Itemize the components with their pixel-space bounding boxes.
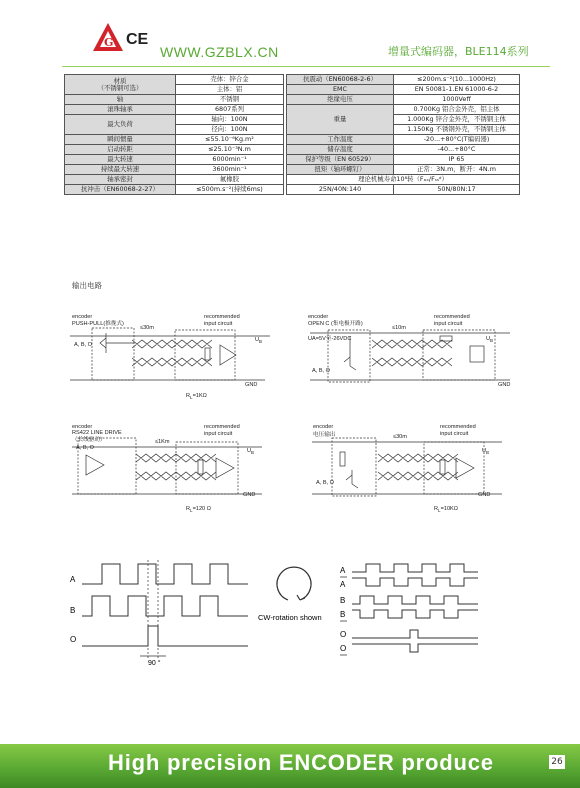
wave-label-a-inv: A bbox=[340, 580, 346, 589]
circuit-subtitle: OPEN C (集电极开路) bbox=[308, 321, 363, 327]
gnd-label: GND bbox=[245, 382, 258, 388]
cable-length: ≤10m bbox=[392, 325, 406, 331]
ub-label: $U_B$ bbox=[255, 337, 263, 344]
spec-key: 瞬间惯量 bbox=[65, 135, 176, 145]
wave-a-inv-right bbox=[352, 578, 478, 586]
spec-key: 扭矩（轴环螺钉） bbox=[287, 165, 394, 175]
rec-label-2: input circuit bbox=[204, 321, 233, 327]
spec-value: 径向：100N bbox=[176, 125, 284, 135]
header-divider bbox=[62, 66, 550, 67]
output-circuit-diagrams bbox=[0, 300, 580, 520]
ua-label: UA=5V至-26VDC bbox=[308, 336, 352, 342]
rl-label: $R_L=1K\Omega$ bbox=[186, 393, 207, 400]
circuit-title: encoder bbox=[313, 424, 334, 430]
spec-value: ≤25.10⁻³N.m bbox=[176, 145, 284, 155]
spec-value: 0.700Kg 铝合金外壳，铝主体 bbox=[394, 105, 520, 115]
rec-label: recommended bbox=[204, 314, 240, 320]
rec-label: recommended bbox=[434, 314, 470, 320]
spec-value: 壳体：锌合金 bbox=[176, 75, 284, 85]
wave-label-b: B bbox=[70, 606, 76, 615]
spec-key: 启动转距 bbox=[65, 145, 176, 155]
circuit-subtitle: RS422 LINE DRIVE bbox=[72, 430, 122, 436]
spec-value: -40...+80°C bbox=[394, 145, 520, 155]
channel-label: A, B, O bbox=[312, 368, 331, 374]
page-number: 26 bbox=[549, 755, 565, 769]
cable-length: ≤30m bbox=[140, 325, 154, 331]
cable-length: ≤1Km bbox=[155, 439, 170, 445]
spec-key: 储存温度 bbox=[287, 145, 394, 155]
spec-key: 绝缘电压 bbox=[287, 95, 394, 105]
channel-label: A, B, O bbox=[76, 445, 95, 451]
spec-key: 抗震动（EN60068-2-6） bbox=[287, 75, 394, 85]
spec-key: 滚珠轴承 bbox=[65, 105, 176, 115]
spec-value: 理论机械寿命10⁸转（Fₐₓ/Fᵣₐᵈ） bbox=[287, 175, 520, 185]
spec-value: 不锈钢 bbox=[176, 95, 284, 105]
spec-key: 轴 bbox=[65, 95, 176, 105]
rec-label-2: input circuit bbox=[434, 321, 463, 327]
wave-label-o: O bbox=[70, 635, 77, 644]
spec-value: ≤500m.s⁻²(持续6ms) bbox=[176, 185, 284, 195]
spec-table-left bbox=[64, 74, 284, 195]
spec-value: IP 65 bbox=[394, 155, 520, 165]
spec-value: 50N/80N:17 bbox=[394, 185, 520, 195]
circuit-title: encoder bbox=[72, 314, 93, 320]
spec-value: 主体：铝 bbox=[176, 85, 284, 95]
footer-slogan: High precision ENCODER produce bbox=[108, 750, 494, 775]
circuit-subtitle: PUSH-PULL(推挽式) bbox=[72, 321, 124, 327]
rotation-arrow-icon bbox=[277, 567, 311, 600]
circuit-rs422 bbox=[72, 424, 262, 513]
spec-value: 正常：3N.m，断开：4N.m bbox=[394, 165, 520, 175]
circuit-open-collector bbox=[308, 314, 510, 388]
spec-value: 6000min⁻¹ bbox=[176, 155, 284, 165]
spec-key: 最大负荷 bbox=[65, 115, 176, 135]
circuit-title: encoder bbox=[72, 424, 93, 430]
phase-label: 90 ° bbox=[148, 660, 161, 667]
wave-b-right bbox=[352, 596, 478, 604]
rec-label: recommended bbox=[204, 424, 240, 430]
section-title: 输出电路 bbox=[72, 281, 102, 290]
wave-label-b-inv: B bbox=[340, 610, 346, 619]
svg-text:G: G bbox=[104, 36, 114, 49]
wave-o-right bbox=[352, 630, 478, 638]
ub-label: $U_B$ bbox=[247, 448, 255, 455]
wave-label-o-inv: O bbox=[340, 644, 347, 653]
gnd-label: GND bbox=[498, 382, 511, 388]
spec-key: 工作温度 bbox=[287, 135, 394, 145]
spec-key: 最大转速 bbox=[65, 155, 176, 165]
spec-key: 材质 （不锈钢可选） bbox=[65, 75, 176, 95]
gnd-label: GND bbox=[243, 492, 256, 498]
spec-value: 氟橡胶 bbox=[176, 175, 284, 185]
circuit-subtitle-2: （长线驱动） bbox=[72, 437, 106, 443]
channel-label: A, B, O bbox=[316, 480, 335, 486]
spec-key: 重量 bbox=[287, 105, 394, 135]
spec-key: EMC bbox=[287, 85, 394, 95]
ub-label: $U_B$ bbox=[486, 336, 494, 343]
spec-value: -20...+80°C(T编码器) bbox=[394, 135, 520, 145]
cable-length: ≤30m bbox=[393, 434, 407, 440]
spec-value: 轴向：100N bbox=[176, 115, 284, 125]
wave-b bbox=[82, 596, 248, 616]
wave-a-right bbox=[352, 564, 478, 572]
wave-label-a: A bbox=[70, 575, 76, 584]
spec-value: ≤200m.s⁻²(10...1000Hz) bbox=[394, 75, 520, 85]
spec-value: 1.000Kg 锌合金外壳，不锈钢主体 bbox=[394, 115, 520, 125]
spec-key: 轴承密封 bbox=[65, 175, 176, 185]
spec-value: 6807系列 bbox=[176, 105, 284, 115]
website-url[interactable]: WWW.GZBLX.CN bbox=[160, 44, 279, 60]
rotation-label: CW-rotation shown bbox=[258, 613, 322, 622]
output-waveforms bbox=[0, 550, 580, 670]
company-logo bbox=[92, 22, 124, 52]
spec-key: 持续最大转速 bbox=[65, 165, 176, 175]
wave-label-b: B bbox=[340, 596, 346, 605]
ub-label: $U_B$ bbox=[482, 448, 490, 455]
wave-o bbox=[82, 626, 248, 646]
rec-label-2: input circuit bbox=[440, 431, 469, 437]
spec-table-right bbox=[286, 74, 520, 195]
spec-value: 25N/40N:140 bbox=[287, 185, 394, 195]
circuit-subtitle: 电压输出 bbox=[313, 432, 336, 438]
model-title: 增量式编码器，BLE114系列 bbox=[388, 45, 529, 58]
wave-label-a: A bbox=[340, 566, 346, 575]
spec-value: 1000Veff bbox=[394, 95, 520, 105]
spec-value: EN 50081-1.EN 61000-6-2 bbox=[394, 85, 520, 95]
circuit-push-pull bbox=[70, 314, 270, 400]
rec-label-2: input circuit bbox=[204, 431, 233, 437]
wave-b-inv-right bbox=[352, 610, 478, 618]
gnd-label: GND bbox=[478, 492, 491, 498]
spec-value: 3600min⁻¹ bbox=[176, 165, 284, 175]
spec-key: 抗冲击（EN60068-2-27） bbox=[65, 185, 176, 195]
circuit-title: encoder bbox=[308, 314, 329, 320]
ce-mark: CE bbox=[126, 31, 149, 48]
spec-key: 保护等级（EN 60529） bbox=[287, 155, 394, 165]
wave-a bbox=[82, 564, 248, 584]
rl-label: $R_L=10K\Omega$ bbox=[434, 506, 458, 513]
circuit-voltage-output bbox=[312, 424, 502, 513]
wave-o-inv-right bbox=[352, 644, 478, 652]
wave-label-o: O bbox=[340, 630, 347, 639]
spec-value: ≤55.10⁻⁶Kg.m² bbox=[176, 135, 284, 145]
spec-value: 1.150Kg 不锈钢外壳，不锈钢主体 bbox=[394, 125, 520, 135]
channel-label: A, B, O bbox=[74, 342, 93, 348]
rec-label: recommended bbox=[440, 424, 476, 430]
rl-label: $R_L=120$ Ω bbox=[186, 506, 211, 513]
